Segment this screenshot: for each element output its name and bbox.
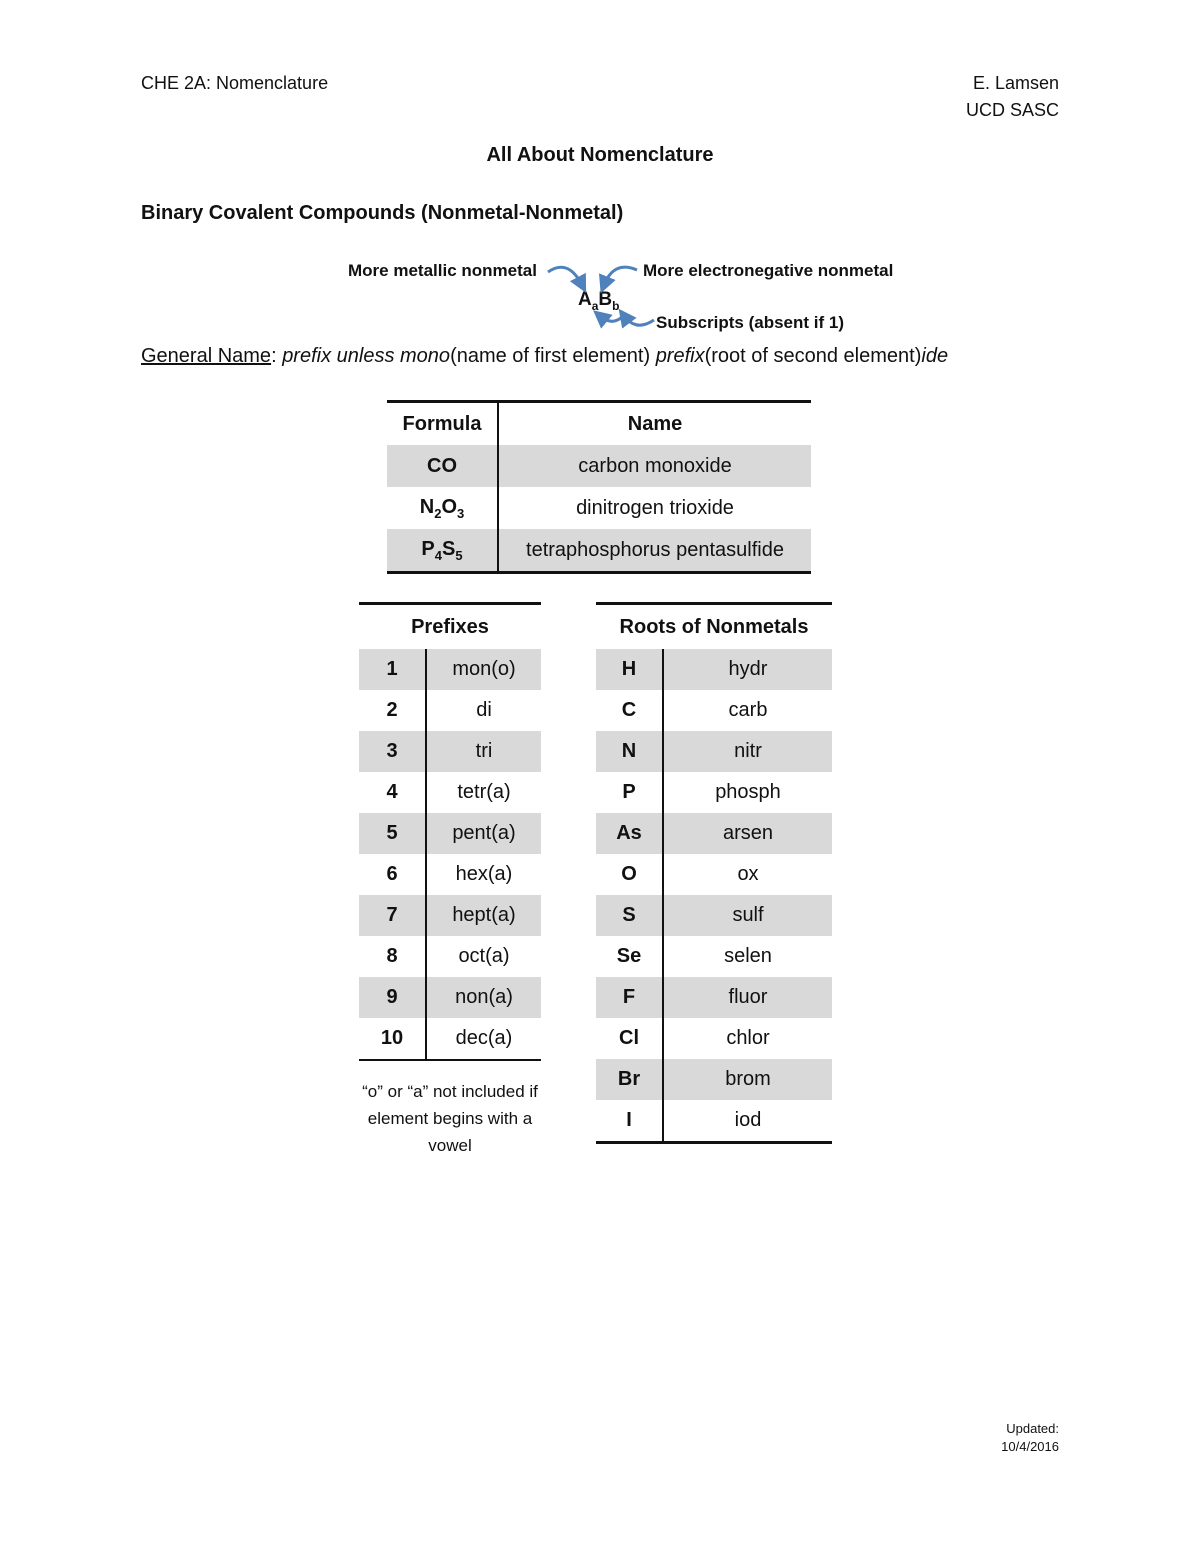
arrow-to-a-icon	[548, 267, 582, 285]
prefix-number: 10	[359, 1018, 426, 1060]
element-symbol: Cl	[596, 1018, 663, 1059]
element-root: carb	[728, 699, 768, 721]
element-symbol: As	[596, 813, 663, 854]
prefix-value: di	[476, 699, 492, 721]
prefix-value: mon(o)	[426, 649, 541, 690]
general-name-part1: prefix unless mono	[282, 345, 451, 367]
prefix-number: 6	[359, 854, 426, 895]
formula-subscript: 4	[434, 547, 442, 563]
general-name-part4: (root of second element)	[704, 345, 922, 367]
prefix-value: tetr(a)	[457, 781, 511, 803]
table-row	[387, 529, 811, 573]
table-row	[596, 936, 832, 977]
name-cell: carbon monoxide	[498, 445, 811, 487]
table-row	[596, 772, 832, 813]
element-root: selen	[724, 945, 772, 967]
table-row	[596, 1018, 832, 1059]
element-symbol: F	[596, 977, 663, 1018]
table-row	[359, 649, 541, 690]
prefix-number: 9	[359, 977, 426, 1018]
table-row	[596, 895, 832, 936]
formula-element: S	[442, 537, 456, 560]
prefixes-title: Prefixes	[411, 615, 489, 638]
arrow-to-subscript-b-icon	[624, 316, 654, 325]
general-name-part5: ide	[921, 345, 949, 367]
author-name: E. Lamsen	[972, 73, 1059, 93]
table-row	[359, 895, 541, 936]
formula-text: CO	[427, 454, 457, 477]
formula-element: N	[419, 495, 435, 518]
element-root: hydr	[663, 649, 832, 690]
prefix-number: 8	[359, 936, 426, 977]
formula-subscript: 5	[455, 547, 463, 563]
element-root: chlor	[726, 1027, 770, 1049]
table-row	[359, 731, 541, 772]
prefix-number: 2	[359, 690, 426, 731]
table-row	[359, 690, 541, 731]
section-heading: Binary Covalent Compounds (Nonmetal-Nonmetal)	[141, 202, 624, 224]
updated-label: Updated:	[1006, 1421, 1059, 1436]
table-row	[596, 977, 832, 1018]
table-header-row	[387, 402, 811, 446]
table-row	[359, 977, 541, 1018]
element-symbol: O	[596, 854, 663, 895]
arrow-to-b-icon	[604, 267, 637, 285]
name-cell: tetraphosphorus pentasulfide	[498, 529, 811, 573]
arrow-to-subscript-a-icon	[600, 316, 622, 321]
electronegative-nonmetal-label: More electronegative nonmetal	[643, 261, 894, 280]
table-row	[359, 813, 541, 854]
roots-title: Roots of Nonmetals	[619, 615, 809, 638]
diagram-arrows	[0, 0, 1200, 340]
formula-a-subscript: a	[591, 298, 599, 313]
subscripts-label: Subscripts (absent if 1)	[656, 313, 844, 332]
element-symbol: Se	[596, 936, 663, 977]
table-row	[596, 1100, 832, 1143]
table-row	[596, 731, 832, 772]
formula-b-subscript: b	[612, 298, 620, 313]
table-row	[387, 445, 811, 487]
prefix-value: hex(a)	[455, 863, 513, 885]
formula-element: O	[441, 495, 457, 518]
formula-a: A	[578, 289, 592, 310]
formula-header: Formula	[387, 402, 498, 446]
prefix-value: tri	[426, 731, 541, 772]
prefix-value: pent(a)	[426, 813, 541, 854]
formula-cell	[387, 487, 498, 529]
element-root: fluor	[663, 977, 832, 1018]
general-name-part3: prefix	[655, 345, 705, 367]
table-row	[596, 813, 832, 854]
element-symbol: Br	[596, 1059, 663, 1100]
prefixes-table	[359, 602, 541, 1061]
element-root: ox	[737, 863, 759, 885]
general-name-label: General Name	[141, 345, 272, 367]
page-title: All About Nomenclature	[486, 144, 714, 166]
compound-examples-table	[387, 400, 811, 574]
element-root: sulf	[663, 895, 832, 936]
prefix-number: 5	[359, 813, 426, 854]
table-row	[596, 854, 832, 895]
table-header-row	[359, 604, 541, 650]
prefix-value: hept(a)	[426, 895, 541, 936]
element-symbol: C	[596, 690, 663, 731]
element-root: brom	[663, 1059, 832, 1100]
table-row	[596, 1059, 832, 1100]
prefix-note: “o” or “a” not included if element begins with a vowel	[362, 1082, 538, 1155]
element-root: phosph	[715, 781, 781, 803]
general-name-formula	[141, 345, 948, 368]
formula-cell	[387, 445, 498, 487]
table-header-row	[596, 604, 832, 650]
table-row	[596, 690, 832, 731]
element-root: arsen	[663, 813, 832, 854]
updated-info	[1001, 1420, 1059, 1456]
roots-table	[596, 602, 832, 1144]
general-name-part2: (name of first element)	[450, 345, 656, 367]
formula-subscript: 3	[457, 505, 465, 521]
element-symbol: P	[596, 772, 663, 813]
element-symbol: I	[596, 1100, 663, 1143]
general-name-colon: :	[271, 345, 283, 367]
prefix-value: oct(a)	[458, 945, 510, 967]
formula-cell	[387, 529, 498, 573]
table-row	[596, 649, 832, 690]
table-row	[359, 854, 541, 895]
table-row	[359, 772, 541, 813]
table-row	[387, 487, 811, 529]
prefix-value: non(a)	[426, 977, 541, 1018]
name-cell: dinitrogen trioxide	[576, 496, 734, 519]
course-header: CHE 2A: Nomenclature	[141, 73, 329, 93]
prefix-number: 3	[359, 731, 426, 772]
prefix-number: 4	[359, 772, 426, 813]
element-root: nitr	[663, 731, 832, 772]
metallic-nonmetal-label: More metallic nonmetal	[348, 261, 537, 280]
prefix-number: 1	[359, 649, 426, 690]
organization: UCD SASC	[965, 100, 1059, 120]
table-row	[359, 936, 541, 977]
formula-b: B	[598, 289, 613, 310]
formula-element: P	[421, 537, 435, 560]
prefix-number: 7	[359, 895, 426, 936]
element-symbol: H	[596, 649, 663, 690]
element-symbol: S	[596, 895, 663, 936]
updated-date: 10/4/2016	[1001, 1439, 1059, 1454]
prefix-value: dec(a)	[426, 1018, 541, 1060]
name-header: Name	[627, 412, 683, 435]
element-symbol: N	[596, 731, 663, 772]
formula-subscript: 2	[434, 505, 442, 521]
element-root: iod	[734, 1109, 762, 1131]
table-row	[359, 1018, 541, 1060]
